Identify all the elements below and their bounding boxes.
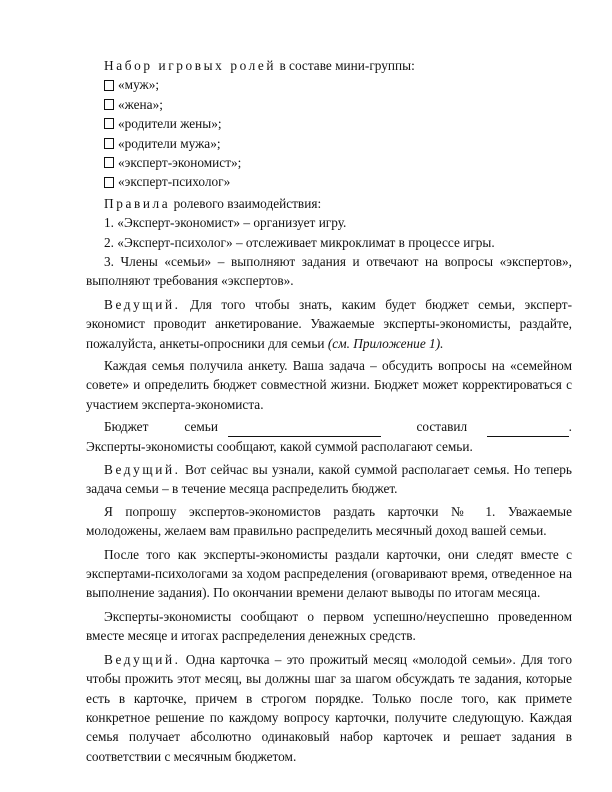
appendix-reference: (см. Приложение 1).: [327, 335, 444, 351]
list-item: [86, 95, 572, 114]
empty-checkbox-icon: [104, 177, 114, 188]
roles-list: [86, 75, 572, 191]
budget-word: Бюджет: [104, 419, 149, 435]
empty-checkbox-icon: [104, 157, 114, 168]
empty-checkbox-icon: [104, 118, 114, 129]
role-label: «жена»;: [118, 96, 163, 112]
rules-heading: [86, 194, 572, 213]
roles-heading-rest: в составе мини-группы:: [276, 58, 415, 73]
budget-word: семьи: [184, 419, 218, 435]
list-item: [86, 114, 572, 133]
empty-checkbox-icon: [104, 80, 114, 91]
amount-blank: [487, 424, 568, 437]
paragraph-text: Одна карточка – это прожитый месяц «молодой семьи». Для того чтобы прожить этот месяц, вы должны шаг за шагом обсуждать те задания, которые есть в карточке, причем в строгом порядке. Только после того, как примете конкретное решение по каждому вопросу карточки, получите следующую. Каждая семья получает абсолютно одинаковый набор карточек и решает задания в соответствии с месячным бюджетом.: [86, 651, 572, 764]
list-item: [86, 153, 572, 172]
paragraph: Каждая семья получила анкету. Ваша задача – обсудить вопросы на «семейном совете» и определить бюджет совместной жизни. Бюджет может корректироваться с участием эксперта-экономиста.: [86, 358, 572, 412]
budget-blank: [228, 424, 381, 437]
paragraph: Я попрошу экспертов-экономистов раздать карточки № 1. Уважаемые молодожены, желаем вам правильно распределить месячный доход вашей семьи.: [86, 503, 572, 539]
role-label: «родители жены»;: [118, 116, 222, 132]
budget-word: составил: [416, 419, 468, 435]
role-label: «муж»;: [118, 77, 160, 93]
role-label: «эксперт-психолог»: [118, 174, 231, 190]
rules-heading-spaced: Правила: [104, 195, 171, 211]
rule-item: 1. «Эксперт-экономист» – организует игру.: [104, 215, 347, 231]
paragraph-text: Вот сейчас вы узнали, какой суммой располагает семья. Но теперь задача семьи – в течение месяца распределить бюджет.: [86, 462, 572, 497]
role-label: «эксперт-экономист»;: [118, 154, 242, 170]
roles-heading: [86, 56, 572, 75]
paragraph: Эксперты-экономисты сообщают о первом успешно/неуспешно проведенном вместе месяце и итогах распределения денежных средств.: [86, 608, 572, 644]
list-item: [86, 75, 572, 94]
paragraph: Эксперты-экономисты сообщают, какой суммой располагают семьи.: [86, 438, 473, 454]
budget-line: [86, 417, 572, 436]
rule-item: 2. «Эксперт-психолог» – отслеживает микроклимат в процессе игры.: [104, 234, 495, 250]
roles-heading-spaced: Набор игровых ролей: [104, 58, 277, 73]
rules-heading-rest: ролевого взаимодействия:: [170, 195, 322, 211]
role-label: «родители мужа»;: [118, 135, 221, 151]
budget-end: .: [568, 419, 572, 435]
list-item: [86, 134, 572, 153]
paragraph: [86, 460, 572, 499]
paragraph: [86, 650, 572, 766]
speaker-label: Ведущий.: [104, 651, 181, 667]
list-item: [86, 172, 572, 191]
empty-checkbox-icon: [104, 99, 114, 110]
empty-checkbox-icon: [104, 138, 114, 149]
paragraph: После того как эксперты-экономисты раздали карточки, они следят вместе с экспертами-психологами за ходом распределения (оговаривают время, отведенное на выполнение задания). По окончании времени делают выводы по итогам месяца.: [86, 546, 572, 601]
speaker-label: Ведущий.: [104, 462, 181, 478]
document-body: [86, 56, 572, 766]
paragraph-text: Для того чтобы знать, каким будет бюджет семьи, эксперт-экономист проводит анкетирование. Уважаемые эксперты-экономисты, раздайте, пожалуйста, анкеты-опросники для семьи: [86, 296, 572, 351]
rule-item: 3. Члены «семьи» – выполняют задания и отвечают на вопросы «экспертов», выполняют требования «экспертов».: [86, 253, 572, 289]
paragraph: [86, 295, 572, 353]
speaker-label: Ведущий.: [104, 296, 181, 312]
